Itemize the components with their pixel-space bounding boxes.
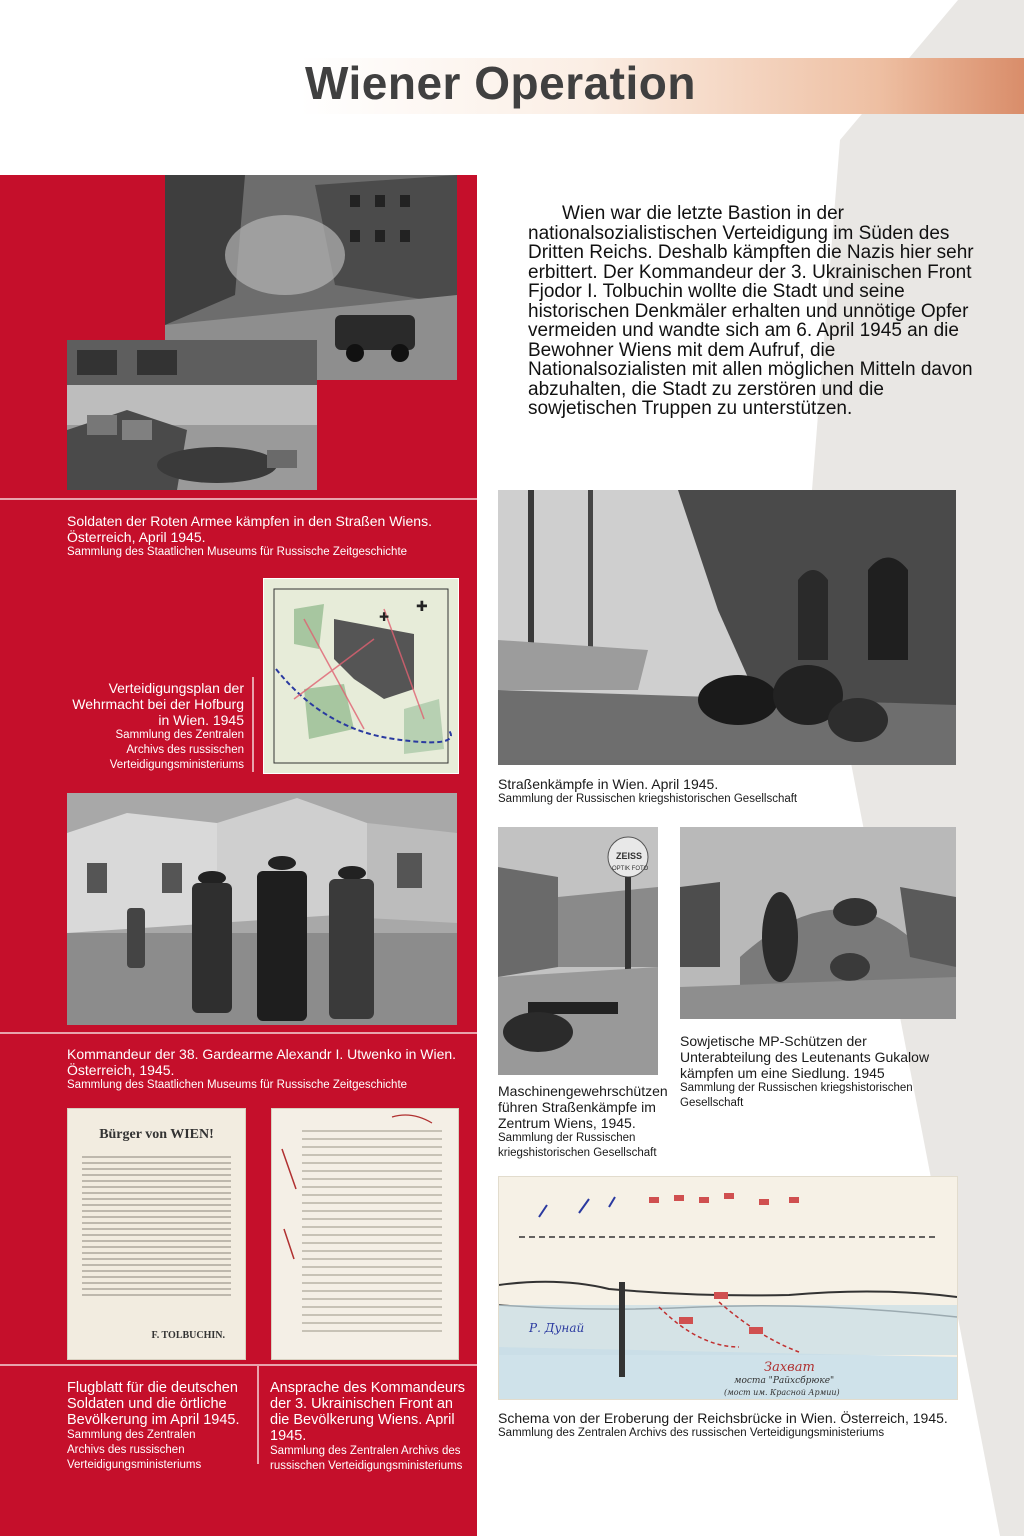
caption-line: Ansprache des Kommandeurs [270, 1380, 466, 1396]
caption-line: der 3. Ukrainischen Front an [270, 1396, 453, 1412]
caption-source: Sammlung des Staatlichen Museums für Russische Zeitgeschichte [67, 1079, 408, 1091]
caption-line: Österreich, April 1945. [67, 529, 206, 545]
leaflet-signature: F. TOLBUCHIN. [151, 1330, 225, 1341]
caption-line: Bevölkerung im April 1945. [67, 1412, 240, 1428]
caption-line: Straßenkämpfe in Wien. April 1945. [498, 776, 719, 792]
caption-source: Sammlung des Zentralen Archivs des russischen Verteidigungsministeriums [498, 1427, 885, 1439]
caption-leaflet [67, 1380, 252, 1473]
caption-source: kriegshistorischen Gesellschaft [498, 1147, 657, 1159]
zeiss-brand: ZEISS [616, 851, 643, 861]
collage-corner-fill [317, 380, 457, 490]
caption-line: Flugblatt für die deutschen [67, 1380, 238, 1396]
commander-photo [67, 793, 457, 1025]
divider [0, 498, 477, 500]
caption-source: Gesellschaft [680, 1097, 744, 1109]
caption-source: Verteidigungsministeriums [67, 1459, 202, 1471]
divider [252, 677, 254, 772]
map-label-river: Р. Дунай [529, 1321, 585, 1335]
caption-line: Verteidigungsplan der [108, 680, 244, 696]
caption-address [270, 1380, 475, 1474]
caption-source: Sammlung des Zentralen Archivs des [270, 1445, 461, 1457]
caption-mp-shooters [680, 1033, 970, 1111]
caption-machine-gunners [498, 1083, 668, 1161]
caption-line: Soldaten und die örtliche [67, 1396, 227, 1412]
leaflet-document [67, 1108, 246, 1360]
address-document [271, 1108, 459, 1360]
caption-source: Sammlung der Russischen [498, 1132, 636, 1144]
caption-line: Zentrum Wiens, 1945. [498, 1115, 636, 1131]
caption-line: Soldaten der Roten Armee kämpfen in den Straßen Wiens. [67, 513, 432, 529]
mp-shooters-photo [680, 827, 956, 1019]
page-title: Wiener Operation [305, 57, 696, 109]
caption-line: in Wien. 1945 [158, 712, 244, 728]
map-label-title: Захват [764, 1360, 815, 1375]
caption-line: die Bevölkerung Wiens. April [270, 1412, 455, 1428]
caption-bridge-scheme [498, 1410, 978, 1441]
caption-street-fighting [67, 513, 467, 560]
caption-commander [67, 1046, 477, 1093]
caption-source: Sammlung der Russischen kriegshistorischen Gesellschaft [498, 793, 798, 805]
caption-source: Archivs des russischen [67, 1444, 185, 1456]
caption-line: Wehrmacht bei der Hofburg [72, 696, 244, 712]
caption-street-battles [498, 776, 958, 807]
caption-defense-plan [60, 680, 244, 773]
caption-line: Maschinengewehrschützen [498, 1083, 668, 1099]
caption-source: Verteidigungsministeriums [109, 759, 244, 771]
caption-source: russischen Verteidigungsministeriums [270, 1460, 463, 1472]
caption-line: führen Straßenkämpfe im [498, 1099, 656, 1115]
bridge-scheme-map [498, 1176, 958, 1400]
defense-plan-map [263, 578, 459, 774]
caption-line: 1945. [270, 1428, 307, 1444]
caption-line: Schema von der Eroberung der Reichsbrücke in Wien. Österreich, 1945. [498, 1410, 948, 1426]
intro-text: Wien war die letzte Bastion in der nationalsozialistischen Verteidigung im Süden des Dritten Reichs. Deshalb kämpften die Nazis hier sehr erbittert. Der Kommandeur der 3. Ukrainischen Front Fjodor I. Tolbuchin wollte die Stadt und seine historischen Denkmäler erhalten und unnötige Opfer vermeiden und wandte sich am 6. April 1945 an die Bewohner Wiens mit dem Aufruf, die Nationalsozialisten mit allen möglichen Mitteln davon abzuhalten, die Stadt zu zerstören und die sowjetischen Truppen zu unterstützen. [528, 203, 974, 419]
caption-source: Sammlung des Staatlichen Museums für Russische Zeitgeschichte [67, 546, 408, 558]
caption-source: Sammlung der Russischen kriegshistorischen [680, 1082, 913, 1094]
caption-line: Unterabteilung des Leutenants Gukalow [680, 1049, 930, 1065]
map-label-note: (мост им. Красной Армии) [724, 1388, 840, 1397]
street-battles-photo [498, 490, 956, 765]
zeiss-sub: OPTIK FOTO [612, 866, 649, 872]
caption-line: Sowjetische MP-Schützen der [680, 1033, 867, 1049]
street-fighting-collage-bottom [67, 340, 317, 490]
svg-text:✚: ✚ [416, 599, 428, 615]
caption-source: Sammlung des Zentralen [67, 1429, 196, 1441]
map-label-sub: моста "Райхсбрюке" [734, 1376, 835, 1386]
caption-source: Sammlung des Zentralen [115, 729, 244, 741]
caption-line: Österreich, 1945. [67, 1062, 175, 1078]
machine-gunners-photo [498, 827, 658, 1075]
svg-text:✚: ✚ [379, 610, 390, 624]
leaflet-heading: Bürger von WIEN! [99, 1127, 214, 1142]
caption-line: kämpfen um eine Siedlung. 1945 [680, 1065, 885, 1081]
divider [0, 1032, 477, 1034]
divider [257, 1364, 259, 1464]
divider [0, 1364, 477, 1366]
caption-line: Kommandeur der 38. Gardearme Alexandr I. Utwenko in Wien. [67, 1046, 457, 1062]
caption-source: Archivs des russischen [126, 744, 244, 756]
